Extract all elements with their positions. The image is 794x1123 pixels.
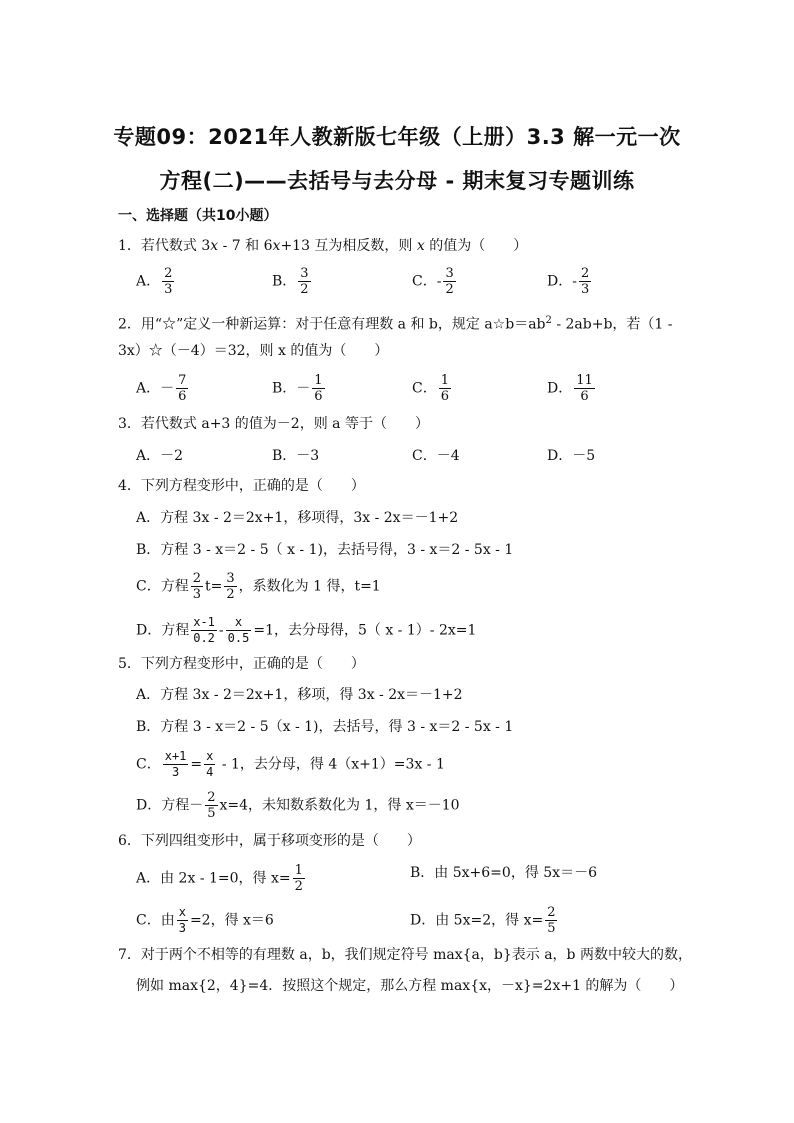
question-1-option-c: C．- $\frac{3}{2}$ bbox=[412, 266, 454, 297]
question-5-stem: 5．下列方程变形中，正确的是（ ） bbox=[118, 656, 365, 672]
question-2-stem-line-1: 2．用“☆”定义一种新运算：对于任意有理数 a 和 b，规定 $a☆b=ab^2 - 2ab+b$，若（1 - bbox=[118, 315, 673, 333]
question-3-option-b: B．－3 bbox=[272, 448, 320, 464]
question-2-stem-line-2: 3x）☆（－4）＝32，则 x 的值为（ ） bbox=[118, 343, 389, 359]
question-6-option-d: D．由 5x=2，得 x= $\frac{2}{5}$ bbox=[410, 905, 556, 936]
question-5-option-a: A．方程 3x - 2＝2x+1，移项，得 3x - 2x＝－1+2 bbox=[136, 687, 463, 703]
question-4-option-d: D．方程 $\frac{x-1}{0.2}$ - $\frac{x}{0.5}$ =1，去分母得，5（ x - 1）- 2x=1 bbox=[136, 615, 477, 645]
question-2-option-c: C． $\frac{1}{6}$ bbox=[412, 373, 449, 404]
question-1-stem: 1．若代数式 3x - 7 和 6x+13 互为相反数，则 x 的值为（ ） bbox=[118, 238, 528, 254]
section-heading: 一、选择题（共10小题） bbox=[118, 208, 278, 224]
question-2-option-d: D． $\frac{11}{6}$ bbox=[547, 373, 593, 404]
question-7-stem-line-2: 例如 max{2，4}=4．按照这个规定，那么方程 max{x，－x}=2x+1 的解为（ ） bbox=[136, 978, 684, 994]
question-3-option-c: C．－4 bbox=[412, 448, 460, 464]
question-7-stem-line-1: 7．对于两个不相等的有理数 a，b，我们规定符号 max{a，b}表示 a，b 两数中较大的数， bbox=[118, 947, 692, 963]
document-title-line-1: 专题09：2021年人教新版七年级（上册）3.3 解一元一次 bbox=[113, 125, 681, 149]
question-2-option-b: B．－ $\frac{1}{6}$ bbox=[272, 373, 323, 404]
question-1-option-d: D．- $\frac{2}{3}$ bbox=[547, 266, 590, 297]
question-3-stem: 3．若代数式 a+3 的值为－2，则 a 等于（ ） bbox=[118, 416, 429, 432]
question-4-stem: 4．下列方程变形中，正确的是（ ） bbox=[118, 478, 365, 494]
question-1-option-a: A． $\frac{2}{3}$ bbox=[136, 266, 173, 297]
question-3-option-a: A．－2 bbox=[136, 448, 184, 464]
question-2-option-a: A．－ $\frac{7}{6}$ bbox=[136, 373, 187, 404]
question-1-option-b: B． $\frac{3}{2}$ bbox=[272, 266, 309, 297]
question-6-option-b: B．由 5x+6=0，得 5x＝－6 bbox=[410, 865, 597, 881]
question-6-stem: 6．下列四组变形中，属于移项变形的是（ ） bbox=[118, 833, 421, 849]
question-5-option-d: D．方程－ $\frac{2}{5}$ x=4，未知数系数化为 1，得 x＝－10 bbox=[136, 790, 460, 821]
question-5-option-b: B．方程 3 - x＝2 - 5（x - 1)，去括号，得 3 - x＝2 - 5x - 1 bbox=[136, 719, 514, 735]
question-6-option-c: C．由 $\frac{x}{3}$ =2，得 x＝6 bbox=[136, 905, 274, 935]
question-4-option-b: B．方程 3 - x＝2 - 5（ x - 1)，去括号得，3 - x＝2 - 5x - 1 bbox=[136, 542, 514, 558]
question-4-option-a: A．方程 3x - 2＝2x+1，移项得，3x - 2x＝－1+2 bbox=[136, 510, 459, 526]
question-4-option-c: C．方程 $\frac{2}{3}$ t= $\frac{3}{2}$ ，系数化为 1 得，t=1 bbox=[136, 571, 381, 602]
question-3-option-d: D．－5 bbox=[547, 448, 596, 464]
question-6-option-a: A．由 2x - 1=0，得 x= $\frac{1}{2}$ bbox=[136, 863, 303, 894]
document-title-line-2: 方程(二)——去括号与去分母 - 期末复习专题训练 bbox=[159, 169, 635, 193]
question-5-option-c: C． $\frac{x+1}{3}$ = $\frac{x}{4}$ - 1，去分母，得 4（x+1）=3x - 1 bbox=[136, 749, 445, 779]
